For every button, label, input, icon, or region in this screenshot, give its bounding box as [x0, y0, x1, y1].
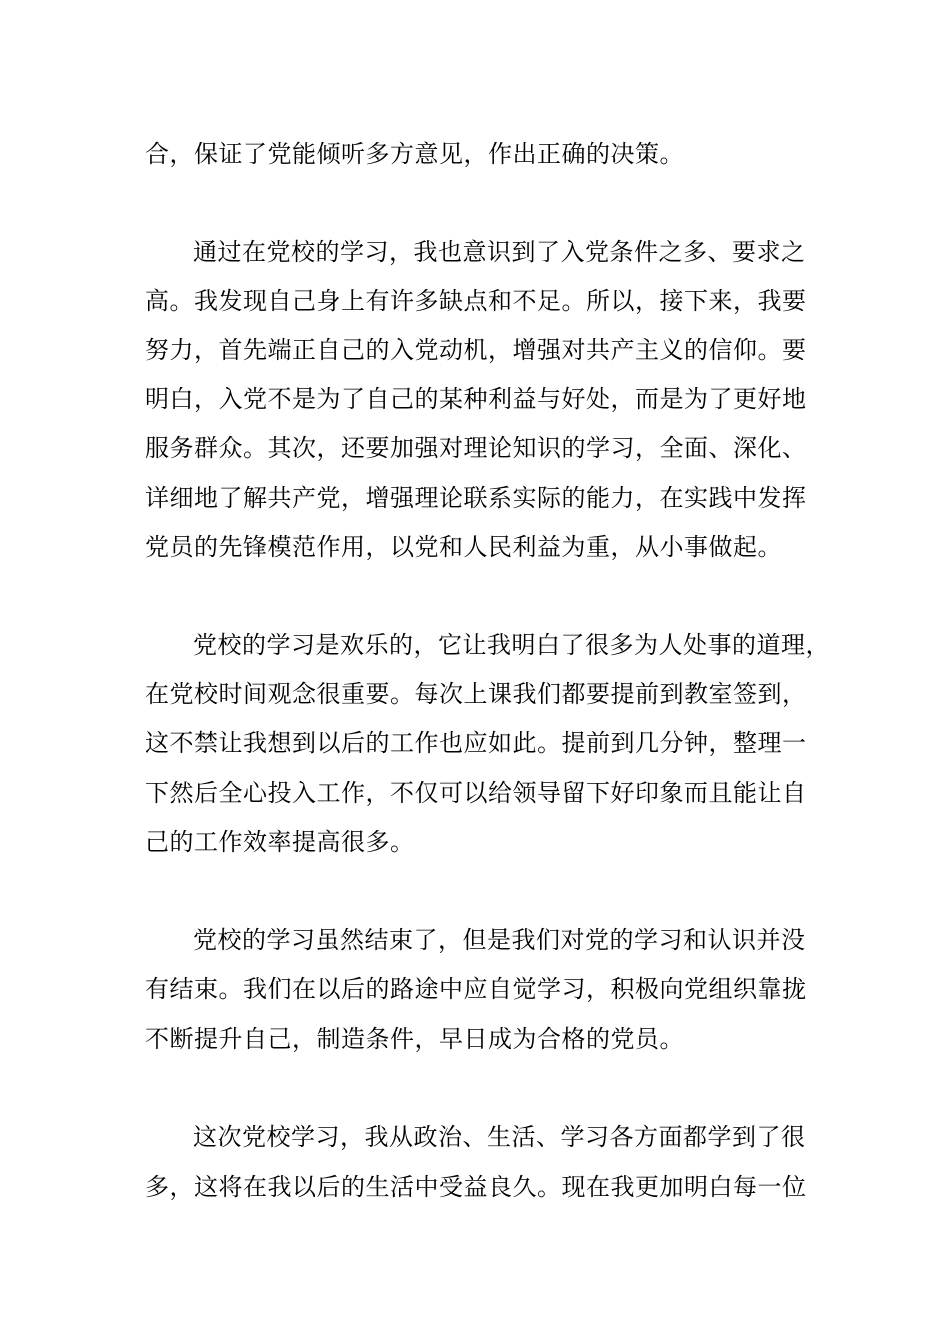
paragraph-2-line-6: 详细地了解共产党，增强理论联系实际的能力，在实践中发挥 [145, 484, 807, 512]
paragraph-2-line-3: 努力，首先端正自己的入党动机，增强对共产主义的信仰。要 [145, 336, 807, 364]
paragraph-4-line-1: 党校的学习虽然结束了，但是我们对党的学习和认识并没 [193, 926, 806, 954]
paragraph-3-line-1: 党校的学习是欢乐的，它让我明白了很多为人处事的道理， [193, 631, 830, 659]
paragraph-5-line-2: 多，这将在我以后的生活中受益良久。现在我更加明白每一位 [145, 1173, 807, 1201]
paragraph-4-line-3: 不断提升自己，制造条件，早日成为合格的党员。 [145, 1025, 684, 1053]
paragraph-1-line-1: 合，保证了党能倾听多方意见，作出正确的决策。 [145, 140, 684, 168]
paragraph-4-line-2: 有结束。我们在以后的路途中应自觉学习，积极向党组织靠拢 [145, 975, 807, 1003]
paragraph-3-line-3: 这不禁让我想到以后的工作也应如此。提前到几分钟，整理一 [145, 729, 807, 757]
paragraph-2-line-4: 明白，入党不是为了自己的某种利益与好处，而是为了更好地 [145, 385, 807, 413]
paragraph-5-line-1: 这次党校学习，我从政治、生活、学习各方面都学到了很 [193, 1123, 806, 1151]
paragraph-3-line-4: 下然后全心投入工作，不仅可以给领导留下好印象而且能让自 [145, 779, 807, 807]
paragraph-3-line-5: 己的工作效率提高很多。 [145, 828, 415, 856]
paragraph-2-line-1: 通过在党校的学习，我也意识到了入党条件之多、要求之 [193, 238, 806, 266]
paragraph-3-line-2: 在党校时间观念很重要。每次上课我们都要提前到教室签到， [145, 680, 807, 708]
paragraph-2-line-5: 服务群众。其次，还要加强对理论知识的学习，全面、深化、 [145, 434, 807, 462]
paragraph-2-line-2: 高。我发现自己身上有许多缺点和不足。所以，接下来，我要 [145, 287, 807, 315]
paragraph-2-line-7: 党员的先锋模范作用，以党和人民利益为重，从小事做起。 [145, 533, 782, 561]
